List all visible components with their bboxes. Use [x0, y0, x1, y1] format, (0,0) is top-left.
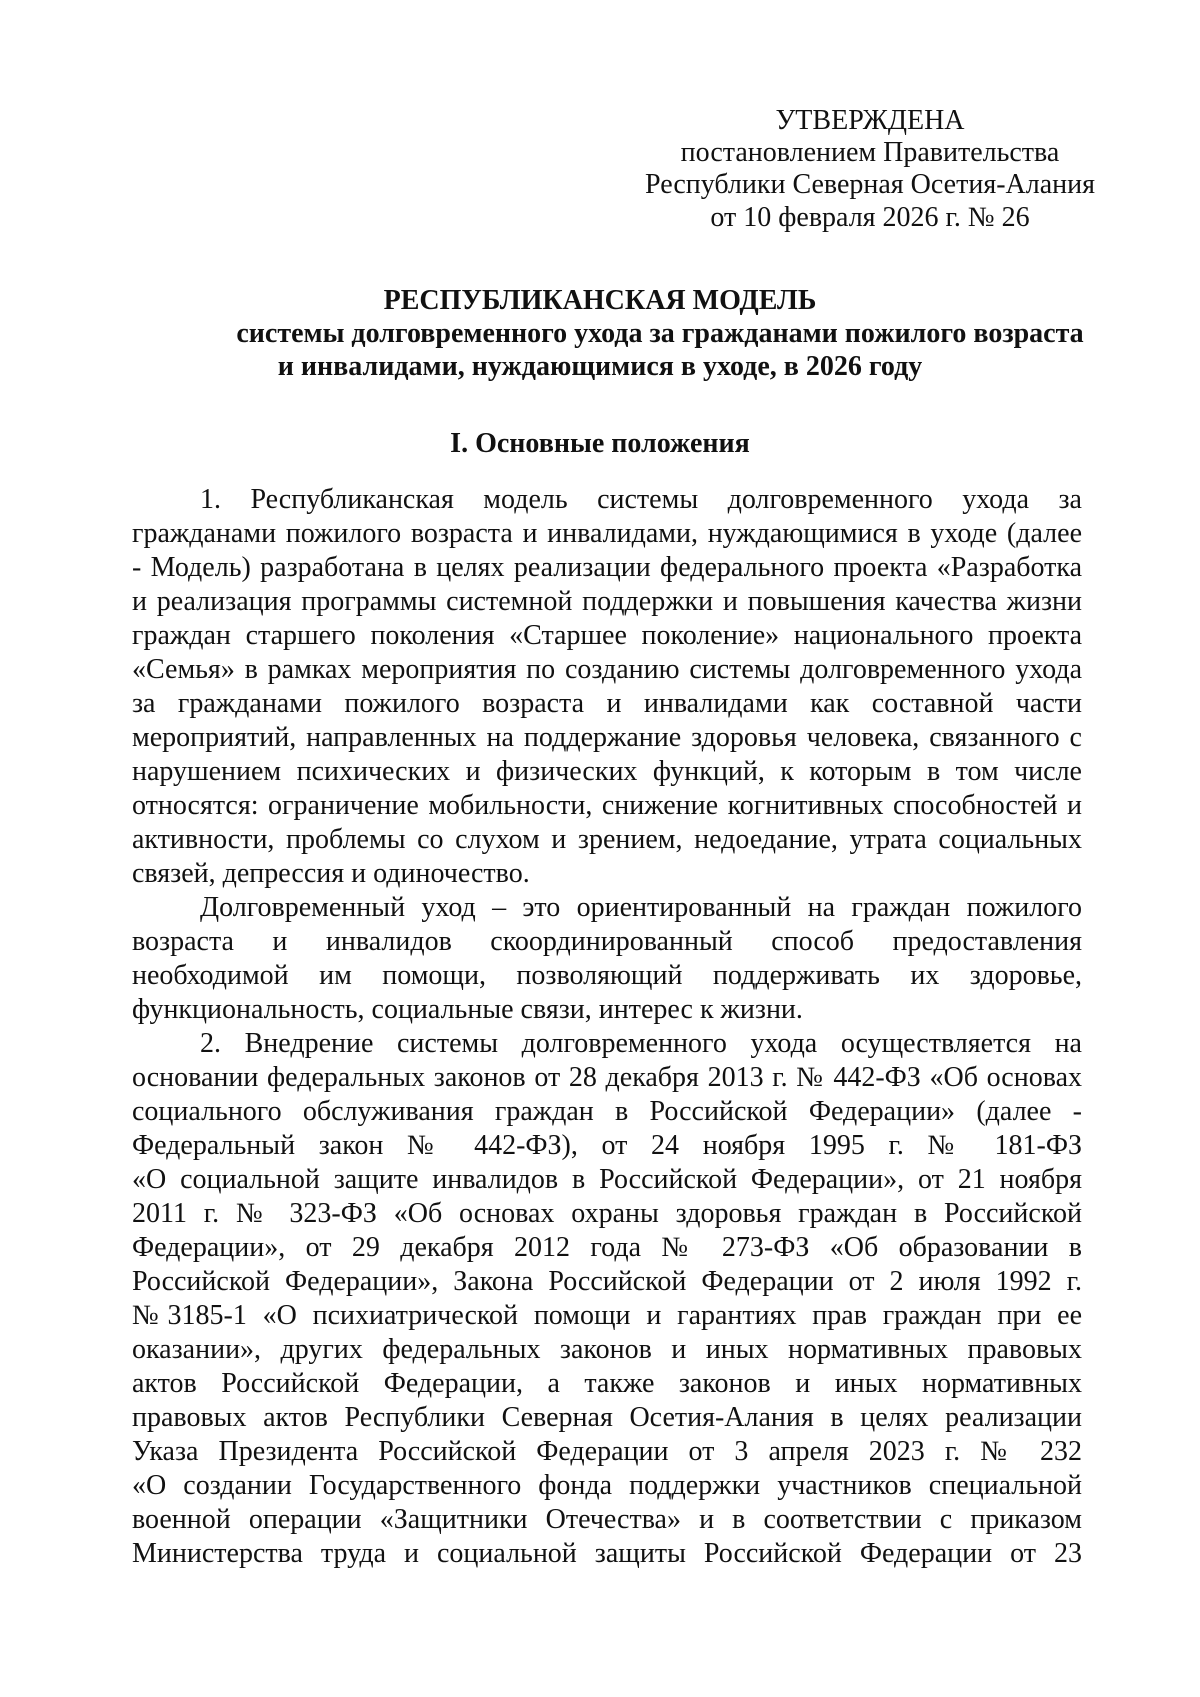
- text-line: №3185-1 «О психиатрической помощи и гарантиях прав граждан при ее: [132, 1300, 1082, 1331]
- text-line: нарушением психических и физических функций, к которым в том числе: [132, 756, 1082, 787]
- section-heading: I. Основные положения: [450, 428, 750, 459]
- title-line: и инвалидами, нуждающимися в уходе, в 2026 году: [277, 351, 923, 382]
- text-line: возраста и инвалидов скоординированный способ предоставления: [132, 926, 1082, 957]
- text-line: правовых актов Республики Северная Осетия-Алания в целях реализации: [132, 1402, 1082, 1433]
- approval-date: от 10 февраля 2026 г. № 26: [710, 202, 1030, 233]
- text-line: граждан старшего поколения «Старшее поколение» национального проекта: [132, 620, 1082, 651]
- text-line: «О создании Государственного фонда поддержки участников специальной: [132, 1470, 1082, 1501]
- text-line: функциональность, социальные связи, интерес к жизни.: [132, 994, 803, 1025]
- text-line: «О социальной защите инвалидов в Российской Федерации», от 21 ноября: [132, 1164, 1082, 1195]
- text-line: оказании», других федеральных законов и иных нормативных правовых: [132, 1334, 1082, 1365]
- text-line: и реализация программы системной поддержки и повышения качества жизни: [132, 586, 1082, 617]
- approval-title: УТВЕРЖДЕНА: [775, 105, 965, 136]
- text-line: 2. Внедрение системы долговременного ухода осуществляется на: [200, 1028, 1082, 1059]
- text-line: Долговременный уход – это ориентированный на граждан пожилого: [200, 892, 1082, 923]
- text-line: «Семья» в рамках мероприятия по созданию системы долговременного ухода: [132, 654, 1082, 685]
- text-line: связей, депрессия и одиночество.: [132, 858, 530, 889]
- text-line: Министерства труда и социальной защиты Российской Федерации от 23: [132, 1538, 1082, 1569]
- text-line: гражданами пожилого возраста и инвалидами, нуждающимися в уходе (далее: [132, 518, 1082, 549]
- text-line: 1. Республиканская модель системы долговременного ухода за: [200, 484, 1082, 515]
- text-line: Федеральный закон № 442-ФЗ), от 24 ноября 1995 г. № 181-ФЗ: [132, 1130, 1082, 1161]
- text-line: относятся: ограничение мобильности, снижение когнитивных способностей и: [132, 790, 1082, 821]
- text-line: Указа Президента Российской Федерации от 3 апреля 2023 г. № 232: [132, 1436, 1082, 1467]
- text-line: Федерации», от 29 декабря 2012 года № 273-ФЗ «Об образовании в: [132, 1232, 1082, 1263]
- text-line: - Модель) разработана в целях реализации федерального проекта «Разработка: [132, 552, 1082, 583]
- text-line: социального обслуживания граждан в Российской Федерации» (далее -: [132, 1096, 1082, 1127]
- text-line: мероприятий, направленных на поддержание здоровья человека, связанного с: [132, 722, 1082, 753]
- title-line: системы долговременного ухода за гражданами пожилого возраста: [236, 318, 1084, 349]
- text-line: основании федеральных законов от 28 декабря 2013 г. № 442-ФЗ «Об основах: [132, 1062, 1082, 1093]
- text-line: актов Российской Федерации, а также законов и иных нормативных: [132, 1368, 1082, 1399]
- text-line: 2011 г. № 323-ФЗ «Об основах охраны здоровья граждан в Российской: [132, 1198, 1082, 1229]
- text-line: за гражданами пожилого возраста и инвалидами как составной части: [132, 688, 1082, 719]
- title-line: РЕСПУБЛИКАНСКАЯ МОДЕЛЬ: [383, 285, 817, 316]
- text-line: военной операции «Защитники Отечества» и в соответствии с приказом: [132, 1504, 1082, 1535]
- text-line: Российской Федерации», Закона Российской Федерации от 2 июля 1992 г.: [132, 1266, 1082, 1297]
- approval-line: Республики Северная Осетия-Алания: [645, 169, 1095, 200]
- text-line: необходимой им помощи, позволяющий поддерживать их здоровье,: [132, 960, 1082, 991]
- approval-line: постановлением Правительства: [680, 137, 1060, 168]
- text-line: активности, проблемы со слухом и зрением, недоедание, утрата социальных: [132, 824, 1082, 855]
